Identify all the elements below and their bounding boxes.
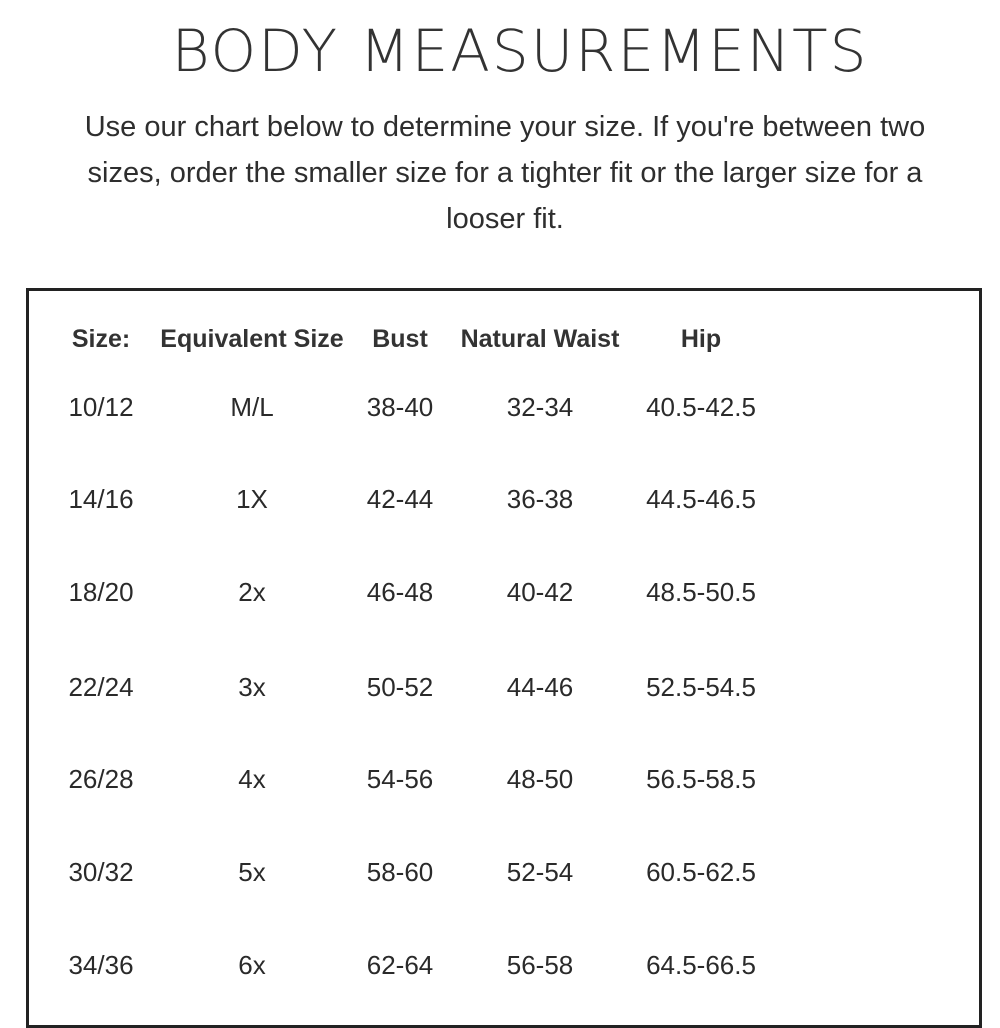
table-cell-size: 22/24 <box>68 672 134 702</box>
table-cell-equivalent-size: 3x <box>238 672 266 702</box>
column-header-bust: Bust <box>372 325 428 353</box>
table-cell-natural-waist: 40-42 <box>506 577 574 607</box>
table-cell-hip: 64.5-66.5 <box>646 950 756 980</box>
column-header-size: Size: <box>71 325 131 353</box>
table-cell-natural-waist: 48-50 <box>506 764 574 794</box>
table-cell-equivalent-size: M/L <box>230 392 274 422</box>
table-cell-size: 18/20 <box>68 577 134 607</box>
table-cell-hip: 52.5-54.5 <box>646 672 756 702</box>
table-cell-equivalent-size: 2x <box>238 577 266 607</box>
table-cell-size: 30/32 <box>68 857 134 887</box>
table-cell-hip: 56.5-58.5 <box>646 764 756 794</box>
page-title: BODY MEASUREMENTS <box>171 17 869 85</box>
table-cell-natural-waist: 36-38 <box>506 484 574 514</box>
table-cell-size: 34/36 <box>68 950 134 980</box>
table-cell-bust: 62-64 <box>366 950 434 980</box>
table-cell-equivalent-size: 4x <box>238 764 266 794</box>
table-cell-natural-waist: 44-46 <box>506 672 574 702</box>
column-header-hip: Hip <box>680 325 722 353</box>
table-cell-natural-waist: 52-54 <box>506 857 574 887</box>
table-cell-bust: 54-56 <box>366 764 434 794</box>
table-cell-equivalent-size: 5x <box>238 857 266 887</box>
table-cell-hip: 40.5-42.5 <box>646 392 756 422</box>
table-cell-size: 10/12 <box>68 392 134 422</box>
table-cell-equivalent-size: 1X <box>236 484 268 514</box>
intro-text: Use our chart below to determine your size. If you're between two sizes, order the smaller size for a tighter fit or the larger size for a looser fit. <box>84 111 926 235</box>
table-cell-bust: 50-52 <box>366 672 434 702</box>
column-header-natural-waist: Natural Waist <box>460 325 620 353</box>
table-cell-natural-waist: 56-58 <box>506 950 574 980</box>
size-chart-box <box>26 288 982 1028</box>
table-cell-bust: 38-40 <box>366 392 434 422</box>
table-cell-bust: 58-60 <box>366 857 434 887</box>
table-cell-hip: 44.5-46.5 <box>646 484 756 514</box>
table-cell-equivalent-size: 6x <box>238 950 266 980</box>
table-cell-size: 14/16 <box>68 484 134 514</box>
table-cell-hip: 60.5-62.5 <box>646 857 756 887</box>
table-cell-natural-waist: 32-34 <box>506 392 574 422</box>
column-header-equivalent-size: Equivalent Size <box>160 325 344 353</box>
table-cell-bust: 42-44 <box>366 484 434 514</box>
table-cell-size: 26/28 <box>68 764 134 794</box>
table-cell-bust: 46-48 <box>366 577 434 607</box>
table-cell-hip: 48.5-50.5 <box>646 577 756 607</box>
